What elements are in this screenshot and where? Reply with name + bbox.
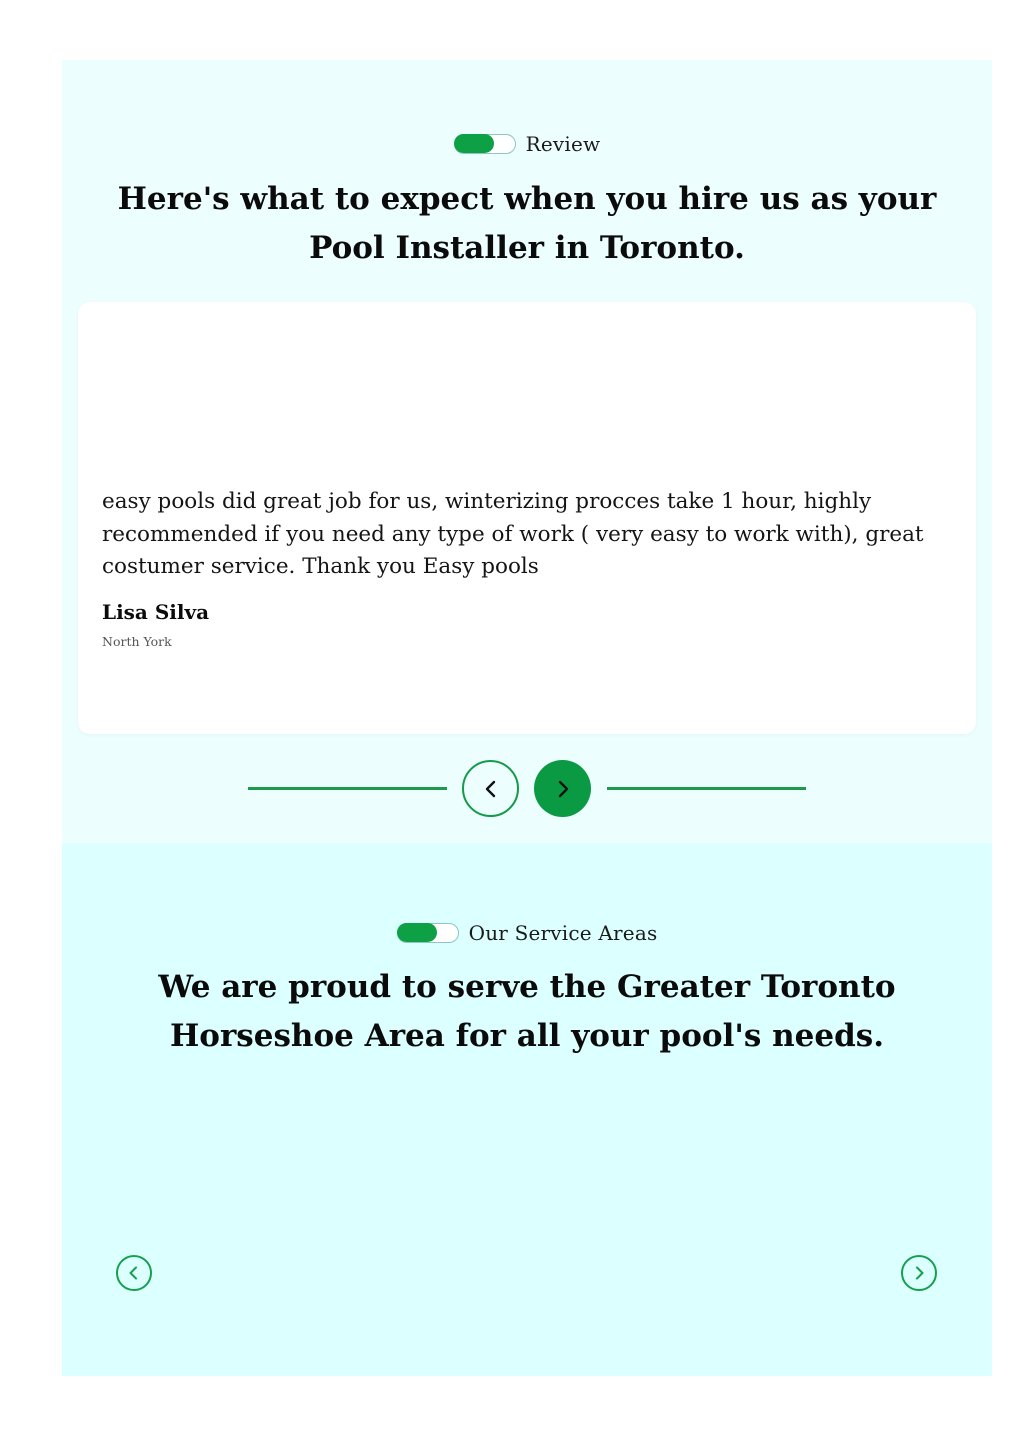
testimonial-card [78,302,976,734]
areas-eyebrow-label: Our Service Areas [468,921,658,945]
slider-line-left [248,787,447,790]
prev-review-button[interactable] [462,760,519,817]
areas-eyebrow [62,921,992,945]
service-areas-section [62,843,992,1376]
toggle-knob [397,923,437,942]
prev-area-button[interactable] [116,1255,152,1291]
chevron-left-icon [481,779,501,799]
toggle-decoration-icon [454,134,516,154]
toggle-decoration-icon [397,923,459,943]
chevron-right-circle-icon [911,1265,927,1281]
review-eyebrow [62,132,992,156]
next-area-button[interactable] [901,1255,937,1291]
slider-line-right [607,787,806,790]
chevron-right-icon [553,779,573,799]
chevron-left-circle-icon [126,1265,142,1281]
testimonial-author: Lisa Silva [102,600,210,624]
next-review-button[interactable] [534,760,591,817]
review-heading: Here's what to expect when you hire us as your Pool Installer in Toronto. [117,181,937,266]
testimonial-quote: easy pools did great job for us, winterizing procces take 1 hour, highly recommended if you need any type of work ( very easy to work with), great costumer service. Thank you Easy pools [102,489,924,579]
areas-heading: We are proud to serve the Greater Toronto Horseshoe Area for all your pool's needs. [158,969,896,1054]
testimonial-location: North York [102,634,172,649]
review-section [62,60,992,843]
toggle-knob [454,134,494,153]
review-eyebrow-label: Review [525,132,601,156]
